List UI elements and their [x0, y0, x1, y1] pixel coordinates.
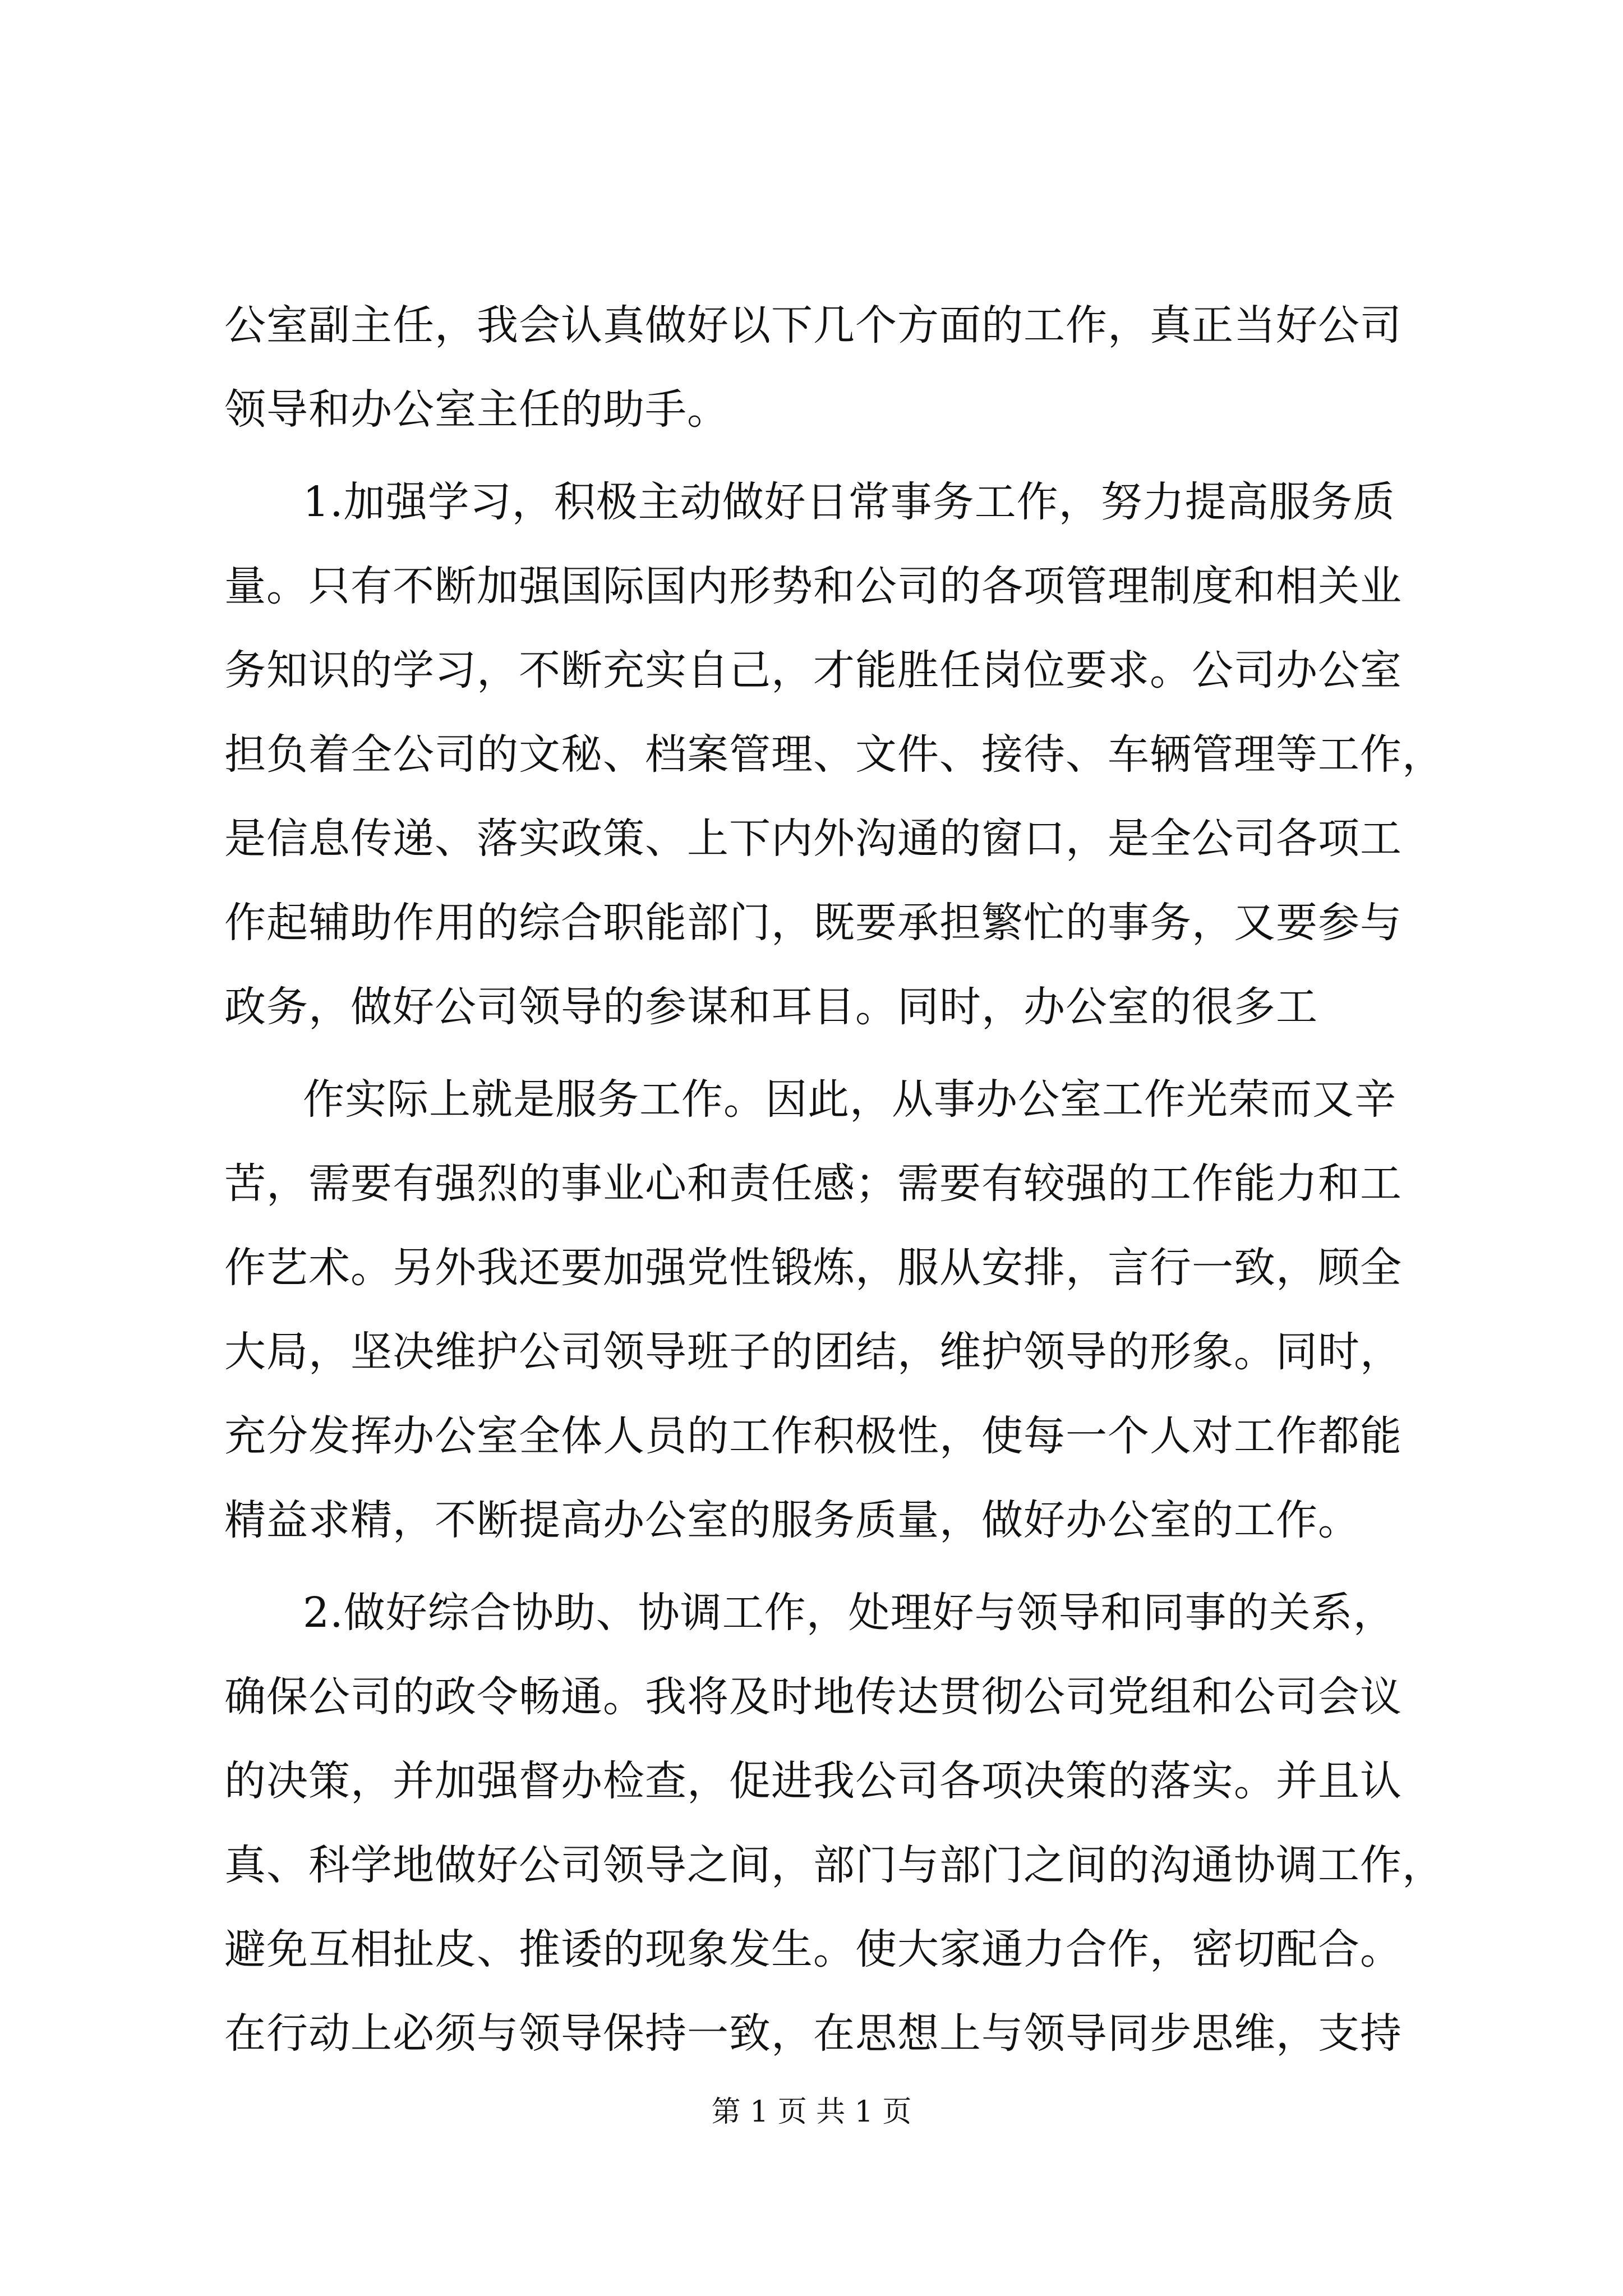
text-line: 政务，做好公司领导的参谋和耳目。同时，办公室的很多工 — [224, 983, 1318, 1031]
text-line: 确保公司的政令畅通。我将及时地传达贯彻公司党组和公司会议 — [224, 1673, 1402, 1721]
text-line: 1.加强学习，积极主动做好日常事务工作，努力提高服务质 — [303, 478, 1395, 526]
text-line: 大局，坚决维护公司领导班子的团结，维护领导的形象。同时， — [224, 1328, 1402, 1376]
text-line: 避免互相扯皮、推诿的现象发生。使大家通力合作，密切配合。 — [224, 1925, 1402, 1973]
text-line: 在行动上必须与领导保持一致，在思想上与领导同步思维，支持 — [224, 2009, 1402, 2058]
text-line: 务知识的学习，不断充实自己，才能胜任岗位要求。公司办公室 — [224, 646, 1402, 694]
text-line: 作实际上就是服务工作。因此，从事办公室工作光荣而又辛 — [303, 1075, 1396, 1124]
text-line: 2.做好综合协助、协调工作，处理好与领导和同事的关系， — [303, 1589, 1395, 1637]
page-footer: 第 1 页 共 1 页 — [711, 2095, 912, 2129]
text-line: 苦，需要有强烈的事业心和责任感；需要有较强的工作能力和工 — [224, 1159, 1402, 1208]
text-line: 作艺术。另外我还要加强党性锻炼，服从安排，言行一致，顾全 — [224, 1244, 1402, 1292]
text-line: 领导和办公室主任的助手。 — [224, 385, 729, 434]
text-line: 精益求精，不断提高办公室的服务质量，做好办公室的工作。 — [224, 1496, 1360, 1544]
text-line: 充分发挥办公室全体人员的工作积极性，使每一个人对工作都能 — [224, 1412, 1402, 1460]
text-line: 担负着全公司的文秘、档案管理、文件、接待、车辆管理等工作， — [224, 730, 1444, 779]
text-line: 是信息传递、落实政策、上下内外沟通的窗口，是全公司各项工 — [224, 815, 1402, 863]
text-line: 作起辅助作用的综合职能部门，既要承担繁忙的事务，又要参与 — [224, 899, 1402, 947]
text-line: 真、科学地做好公司领导之间，部门与部门之间的沟通协调工作， — [224, 1841, 1444, 1889]
text-line: 公室副主任，我会认真做好以下几个方面的工作，真正当好公司 — [224, 301, 1402, 349]
text-line: 量。只有不断加强国际国内形势和公司的各项管理制度和相关业 — [224, 562, 1402, 610]
text-line: 的决策，并加强督办检查，促进我公司各项决策的落实。并且认 — [224, 1757, 1402, 1805]
